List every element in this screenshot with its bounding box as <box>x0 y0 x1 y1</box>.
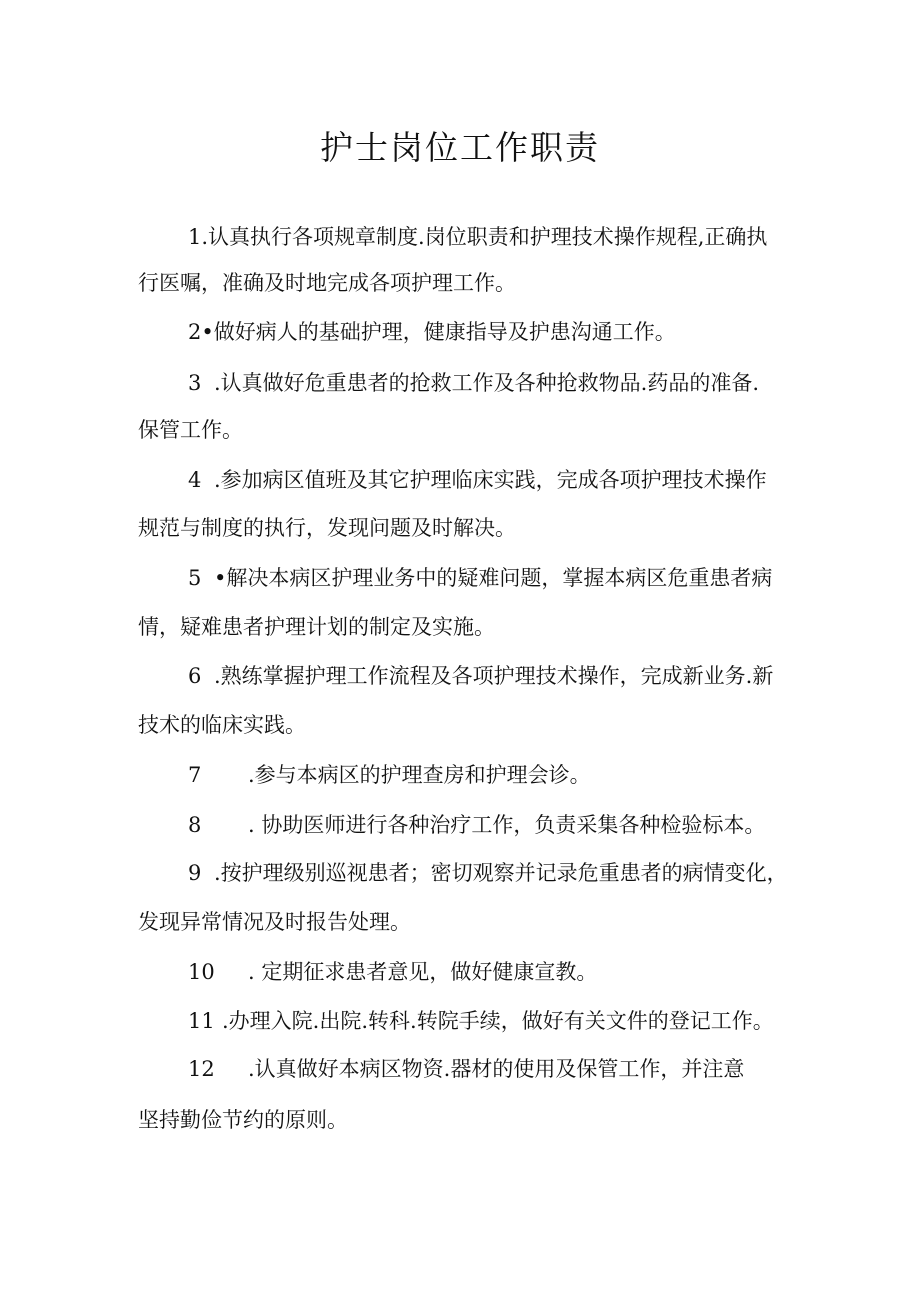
item-number: 2 <box>188 320 202 344</box>
item-text: .认真做好本病区物资.器材的使用及保管工作，并注意 <box>248 1057 745 1081</box>
item-number: 12 <box>188 1057 215 1081</box>
item-3-line-1 <box>188 368 759 398</box>
item-text: .熟练掌握护理工作流程及各项护理技术操作，完成新业务.新 <box>214 664 774 688</box>
item-1-line-2: 行医嘱，准确及时地完成各项护理工作。 <box>138 271 516 295</box>
item-8-line-1 <box>188 810 765 840</box>
item-number: 10 <box>188 960 215 984</box>
item-text: •做好病人的基础护理，健康指导及护患沟通工作。 <box>201 320 676 344</box>
item-7-line-1 <box>188 760 591 790</box>
item-number: 9 <box>188 861 202 885</box>
item-3-line-2: 保管工作。 <box>138 418 243 442</box>
item-number: 7 <box>188 763 202 787</box>
item-number: 4 <box>188 468 202 492</box>
item-text: .认真执行各项规章制度.岗位职责和护理技术操作规程,正确执 <box>201 225 768 249</box>
item-12-line-2: 坚持勤俭节约的原则。 <box>138 1108 348 1132</box>
item-9-line-1 <box>188 858 788 888</box>
item-12-line-1 <box>188 1054 744 1084</box>
item-text: .参与本病区的护理查房和护理会诊。 <box>248 763 591 787</box>
page-title: 护士岗位工作职责 <box>320 128 600 167</box>
item-11-line-1 <box>188 1006 774 1036</box>
item-1-line-1 <box>188 222 767 252</box>
item-text: .参加病区值班及其它护理临床实践，完成各项护理技术操作 <box>214 468 767 492</box>
item-5-line-2: 情，疑难患者护理计划的制定及实施。 <box>138 615 495 639</box>
item-2-line-1 <box>188 317 676 347</box>
item-10-line-1 <box>188 957 597 987</box>
item-text: .按护理级别巡视患者；密切观察并记录危重患者的病情变化， <box>214 861 788 885</box>
item-number: 1 <box>188 225 202 249</box>
item-number: 6 <box>188 664 202 688</box>
item-9-line-2: 发现异常情况及时报告处理。 <box>138 910 411 934</box>
item-number: 5 <box>188 566 202 590</box>
item-number: 3 <box>188 371 202 395</box>
item-text: .认真做好危重患者的抢救工作及各种抢救物品.药品的准备. <box>214 371 760 395</box>
item-6-line-1 <box>188 661 773 691</box>
item-text: .办理入院.出院.转科.转院手续，做好有关文件的登记工作。 <box>222 1009 774 1033</box>
item-text: . 协助医师进行各种治疗工作，负责采集各种检验标本。 <box>248 813 766 837</box>
item-6-line-2: 技术的临床实践。 <box>138 713 306 737</box>
item-number: 11 <box>188 1009 215 1033</box>
item-number: 8 <box>188 813 202 837</box>
item-text: •解决本病区护理业务中的疑难问题，掌握本病区危重患者病 <box>214 566 773 590</box>
item-4-line-1 <box>188 465 767 495</box>
item-5-line-1 <box>188 563 772 593</box>
item-4-line-2: 规范与制度的执行，发现问题及时解决。 <box>138 516 516 540</box>
item-text: . 定期征求患者意见，做好健康宣教。 <box>248 960 598 984</box>
